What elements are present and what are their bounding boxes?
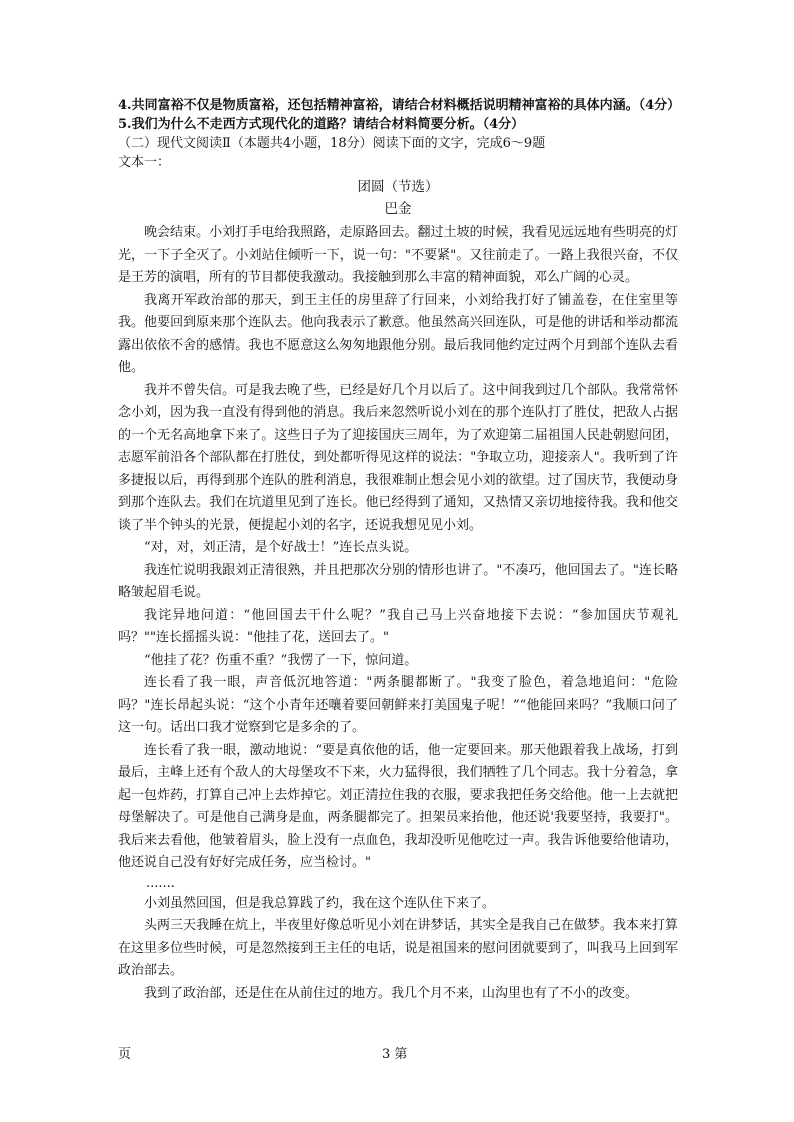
ellipsis: ....... bbox=[146, 875, 175, 891]
section-header: （二）现代文阅读Ⅱ（本题共4小题，18分）阅读下面的文字，完成6～9题 bbox=[118, 136, 546, 151]
paragraph: 晚会结束。小刘打手电给我照路，走原路回去。翻过土坡的时候，我看见远远地有些明亮的灯光，一下子全灭了。小刘站住倾听一下，说一句："不要紧"。又往前走了。一路上我很兴奋，不仅是王芳的演唱，所有的节目都使我激动。我接触到那么丰富的精神面貌，邓么广阔的心灵。 bbox=[118, 225, 678, 285]
paragraph: “他挂了花？伤重不重？”我愣了一下，惊问道。 bbox=[144, 652, 418, 668]
paragraph: 我连忙说明我跟刘正清很熟，并且把那次分别的情形也讲了。"不凑巧，他回国去了。"连长略略皱起眉毛说。 bbox=[118, 562, 678, 600]
footer-page-number: 3 第 bbox=[382, 1047, 408, 1062]
paragraph: 连长看了我一眼，激动地说：“要是真依他的话，他一定要回来。那天他跟着我上战场，打到最后，主峰上还有个敌人的大母堡攻不下来，火力猛得很，我们牺牲了几个同志。我十分着急，拿起一包炸药，打算自己冲上去炸掉它。刘正清拉住我的衣服，要求我把任务交给他。他一上去就把母堡解决了。可是他自己满身是血，两条腿都完了。担架员来抬他，他还说'我要坚持，我要打"。我后来去看他，他皱着眉头，脸上没有一点血色，我却没听见他吃过一声。我告诉他要给他请功，他还说自己没有好好完成任务，应当检讨。" bbox=[118, 742, 678, 870]
page-content bbox=[118, 96, 681, 1005]
article-title: 团圆（节选） bbox=[357, 179, 439, 195]
article-author: 巴金 bbox=[384, 201, 412, 217]
paragraph: 小刘虽然回国，但是我总算践了约，我在这个连队住下来了。 bbox=[144, 895, 496, 911]
paragraph: 我诧异地问道：“他回国去干什么呢？”我自己马上兴奋地接下去说：“参加国庆节观礼吗？""连长摇摇头说："他挂了花，送回去了。" bbox=[118, 607, 678, 645]
question-4: 4.共同富裕不仅是物质富裕，还包括精神富裕，请结合材料概括说明精神富裕的具体内涵。（4分） bbox=[118, 98, 681, 113]
question-5: 5.我们为什么不走西方式现代化的道路？请结合材料简要分析。（4分） bbox=[118, 117, 525, 132]
text-label: 文本一： bbox=[118, 155, 171, 170]
paragraph: 连长看了我一眼，声音低沉地答道："两条腿都断了。"我变了脸色，着急地追问："危险吗？"连长昂起头说：“这个小青年还嚷着要回朝鲜来打美国鬼子呢！”“他能回来吗？”我顺口问了这一句。话出口我才觉察到它是多余的了。 bbox=[118, 675, 678, 735]
paragraph: “对，对，刘正清，是个好战士！”连长点头说。 bbox=[144, 540, 418, 555]
paragraph: 我离开军政治部的那天，到王主任的房里辞了行回来，小刘给我打好了铺盖卷，在住室里等我。他要回到原来那个连队去。他向我表示了歉意。他虽然高兴回连队，可是他的讲话和举动都流露出依依不舍的感情。我也不愿意这么匆匆地跟他分别。最后我同他约定过两个月到部个连队去看他。 bbox=[118, 292, 678, 375]
paragraph: 我并不曾失信。可是我去晚了些，已经是好几个月以后了。这中间我到过几个部队。我常常怀念小刘，因为我一直没有得到他的消息。我后来忽然听说小刘在的那个连队打了胜仗，把敌人占据的一个无名高地拿下来了。这些日子为了迎接国庆三周年，为了欢迎第二届祖国人民赴朝慰问团，志愿军前沿各个部队都在打胜仗，到处都听得见这样的说法："争取立功，迎接亲人"。我听到了许多捷报以后，再得到那个连队的胜利消息，我很难制止想会见小刘的欲望。过了国庆节，我便动身到那个连队去。我们在坑道里见到了连长。他已经得到了通知，又热情又亲切地接待我。我和他交谈了半个钟头的光景，便提起小刘的名字，还说我想见见小刘。 bbox=[118, 382, 678, 533]
paragraph: 头两三天我睡在炕上，半夜里好像总听见小刘在讲梦话，其实全是我自己在做梦。我本来打算在这里多位些时候，可是忽然接到王主任的电话，说是祖国来的慰问团就要到了，叫我马上回到军政治部去。 bbox=[118, 918, 678, 978]
paragraph: 我到了政治部，还是住在从前住过的地方。我几个月不来，山沟里也有了不小的改变。 bbox=[144, 985, 639, 1001]
footer-page-label: 页 bbox=[118, 1047, 132, 1062]
